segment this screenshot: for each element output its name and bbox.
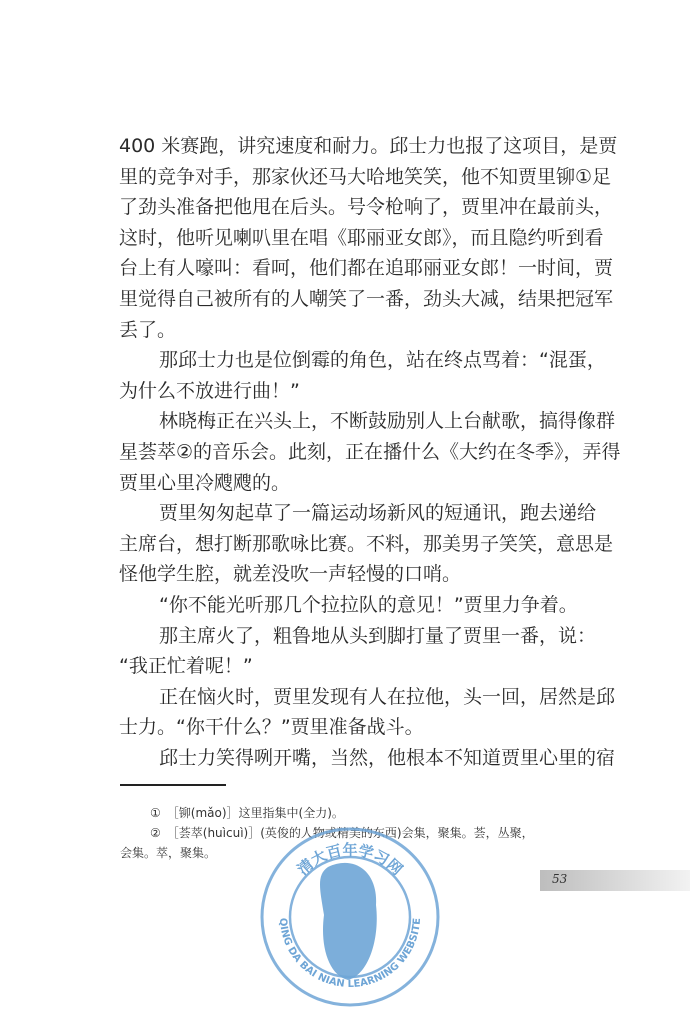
body-text xyxy=(119,131,621,773)
text-line: 里觉得自己被所有的人嘲笑了一番，劲头大减，结果把冠军 xyxy=(119,287,614,310)
watermark-seal-icon xyxy=(258,825,442,1009)
page-number: 53 xyxy=(552,872,568,886)
page-number-tab xyxy=(540,870,690,891)
text-line: 贾里心里冷飕飕的。 xyxy=(119,471,291,494)
footnote-2: ② ［荟萃(huìcuì)］(英俊的人物或精美的东西)会集，聚集。荟，丛聚， xyxy=(150,826,534,840)
text-line: 台上有人嚎叫：看呵，他们都在追耶丽亚女郎！一时间，贾 xyxy=(119,257,614,280)
footnote-divider xyxy=(120,784,226,786)
text-line: 贾里匆匆起草了一篇运动场新风的短通讯，跑去递给 xyxy=(159,502,597,525)
text-line: “我正忙着呢！” xyxy=(119,655,253,678)
text-line: 星荟萃②的音乐会。此刻，正在播什么《大约在冬季》，弄得 xyxy=(119,440,621,463)
text-line: 为什么不放进行曲！” xyxy=(119,379,300,402)
text-line: 那邱士力也是位倒霉的角色，站在终点骂着：“混蛋， xyxy=(159,349,606,372)
text-line: 里的竞争对手，那家伙还马大哈地笑笑，他不知贾里铆①足 xyxy=(119,165,612,188)
text-line: 林晓梅正在兴头上，不断鼓励别人上台献歌，搞得像群 xyxy=(159,410,616,433)
text-line: 丢了。 xyxy=(119,318,177,341)
svg-text:清大百年学习网: 清大百年学习网 xyxy=(293,841,407,879)
footnote-2-continued: 会集。萃，聚集。 xyxy=(120,846,217,860)
text-line: 邱士力笑得咧开嘴，当然，他根本不知道贾里心里的宿 xyxy=(159,746,616,769)
text-line: 怪他学生腔，就差没吹一声轻慢的口哨。 xyxy=(119,563,462,586)
text-line: 士力。“你干什么？”贾里准备战斗。 xyxy=(119,716,424,739)
text-line: 正在恼火时，贾里发现有人在拉他，头一回，居然是邱 xyxy=(159,685,616,708)
text-line: 主席台，想打断那歌咏比赛。不料，那美男子笑笑，意思是 xyxy=(119,532,614,555)
text-line: 那主席火了，粗鲁地从头到脚打量了贾里一番，说： xyxy=(159,624,597,647)
footnote-1: ① ［铆(mǎo)］这里指集中(全力)。 xyxy=(150,806,344,820)
svg-text:QING DA BAI NIAN LEARNING WEBS: QING DA BAI NIAN LEARNING WEBSITE xyxy=(276,917,424,991)
text-line: 400 米赛跑，讲究速度和耐力。邱士力也报了这项目，是贾 xyxy=(119,135,618,157)
text-line: 了劲头准备把他甩在后头。号令枪响了，贾里冲在最前头， xyxy=(119,196,614,219)
text-line: “你不能光听那几个拉拉队的意见！”贾里力争着。 xyxy=(159,593,578,616)
text-line: 这时，他听见喇叭里在唱《耶丽亚女郎》，而且隐约听到看 xyxy=(119,226,604,249)
